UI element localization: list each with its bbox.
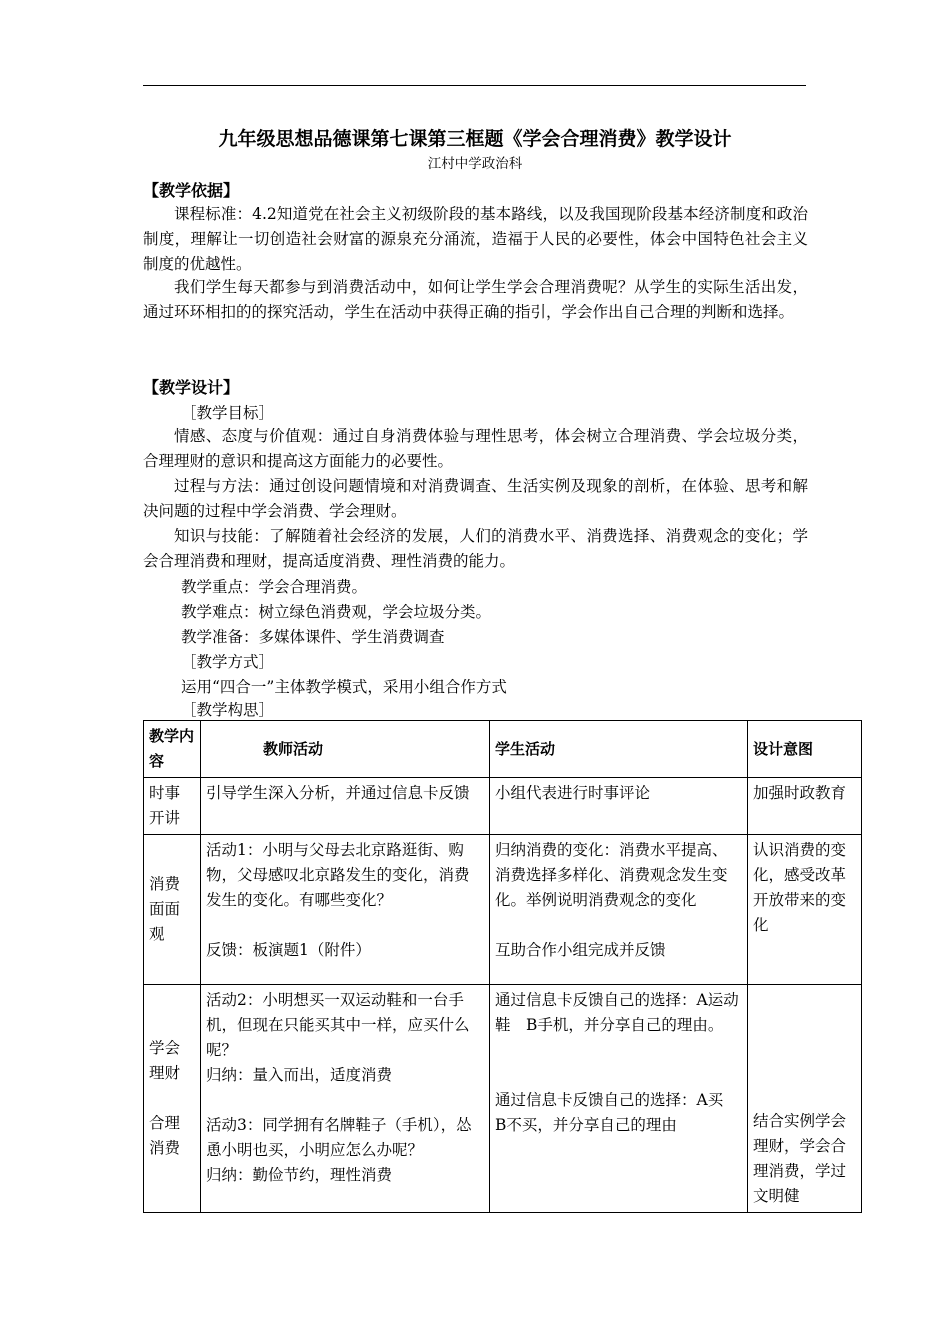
- section-heading-design: 【教学设计】: [143, 378, 240, 397]
- student-activity: 归纳消费的变化：消费水平提高、消费选择多样化、消费观念发生变化。举例说明消费观念的变化: [495, 841, 728, 909]
- table-row: [144, 778, 862, 835]
- student-feedback: 互助合作小组完成并反馈: [495, 941, 666, 959]
- teacher-activity: 活动1：小明与父母去北京路逛街、购物，父母感叹北京路发生的变化，消费发生的变化。有哪些变化？: [206, 841, 470, 909]
- header-intent: 设计意图: [748, 721, 862, 778]
- row-teacher: [201, 985, 490, 1213]
- row-intent: 认识消费的变化，感受改革开放带来的变化: [748, 835, 862, 985]
- preparation: 教学准备：多媒体课件、学生消费调查: [181, 628, 445, 646]
- header-student: 学生活动: [490, 721, 748, 778]
- method-text: 运用“四合一”主体教学模式，采用小组合作方式: [181, 678, 507, 696]
- student-activity: 通过信息卡反馈自己的选择：A运动鞋 B手机，并分享自己的理由。: [495, 991, 739, 1034]
- row-intent: 加强时政教育: [748, 778, 862, 835]
- difficulty: 教学难点：树立绿色消费观，学会垃圾分类。: [181, 603, 492, 621]
- goal-process: 过程与方法：通过创设问题情境和对消费调查、生活实例及现象的剖析，在体验、思考和解决问题的过程中学会消费、学会理财。: [143, 477, 808, 520]
- row-content: 时事开讲: [144, 778, 201, 835]
- teacher-activity: 活动3：同学拥有名牌鞋子（手机），怂恿小明也买，小明应怎么办呢？ 归纳：勤俭节约，理性消费: [206, 1116, 472, 1184]
- table-row: [144, 985, 862, 1213]
- row-teacher: [201, 778, 490, 835]
- row-teacher: [201, 835, 490, 985]
- document-title: 九年级思想品德课第七课第三框题《学会合理消费》教学设计: [218, 128, 732, 150]
- teacher-activity: 引导学生深入分析，并通过信息卡反馈: [206, 784, 470, 802]
- structure-heading: ［教学构思］: [181, 701, 275, 719]
- teacher-activity: 活动2：小明想买一双运动鞋和一台手机，但现在只能买其中一样，应买什么呢？ 归纳：量入而出，适度消费: [206, 991, 470, 1084]
- basis-paragraph-1: 课程标准：4.2知道党在社会主义初级阶段的基本路线，以及我国现阶段基本经济制度和政治制度，理解让一切创造社会财富的源泉充分涌流，造福于人民的必要性，体会中国特色社会主义制度的优越性。: [143, 205, 808, 273]
- lesson-plan-table: [143, 720, 862, 1213]
- goals-heading: ［教学目标］: [181, 404, 275, 422]
- key-point: 教学重点：学会合理消费。: [181, 578, 368, 596]
- row-student: [490, 778, 748, 835]
- row-intent: 结合实例学会理财，学会合理消费，学过文明健: [748, 985, 862, 1213]
- table-row: [144, 835, 862, 985]
- document-subtitle: 江村中学政治科: [427, 156, 523, 172]
- section-heading-basis: 【教学依据】: [143, 181, 240, 200]
- method-heading: ［教学方式］: [181, 653, 275, 671]
- header-content: 教学内容: [144, 721, 201, 778]
- goal-emotion: 情感、态度与价值观：通过自身消费体验与理性思考，体会树立合理消费、学会垃圾分类，合理理财的意识和提高这方面能力的必要性。: [143, 427, 808, 470]
- row-student: [490, 985, 748, 1213]
- goal-knowledge: 知识与技能：了解随着社会经济的发展，人们的消费水平、消费选择、消费观念的变化；学会合理消费和理财，提高适度消费、理性消费的能力。: [143, 527, 808, 570]
- basis-paragraph-2: 我们学生每天都参与到消费活动中，如何让学生学会合理消费呢？从学生的实际生活出发，通过环环相扣的的探究活动，学生在活动中获得正确的指引，学会作出自己合理的判断和选择。: [143, 278, 808, 321]
- header-teacher: 教师活动: [201, 721, 490, 778]
- row-student: [490, 835, 748, 985]
- student-activity: 通过信息卡反馈自己的选择：A买 B不买，并分享自己的理由: [495, 1091, 739, 1134]
- row-content: 消费面面观: [144, 835, 201, 985]
- table-header-row: [144, 721, 862, 778]
- row-content: 学会理财 合理消费: [144, 985, 201, 1213]
- student-activity: 小组代表进行时事评论: [495, 784, 651, 802]
- teacher-feedback: 反馈：板演题1（附件）: [206, 941, 371, 959]
- header-rule: [143, 85, 806, 86]
